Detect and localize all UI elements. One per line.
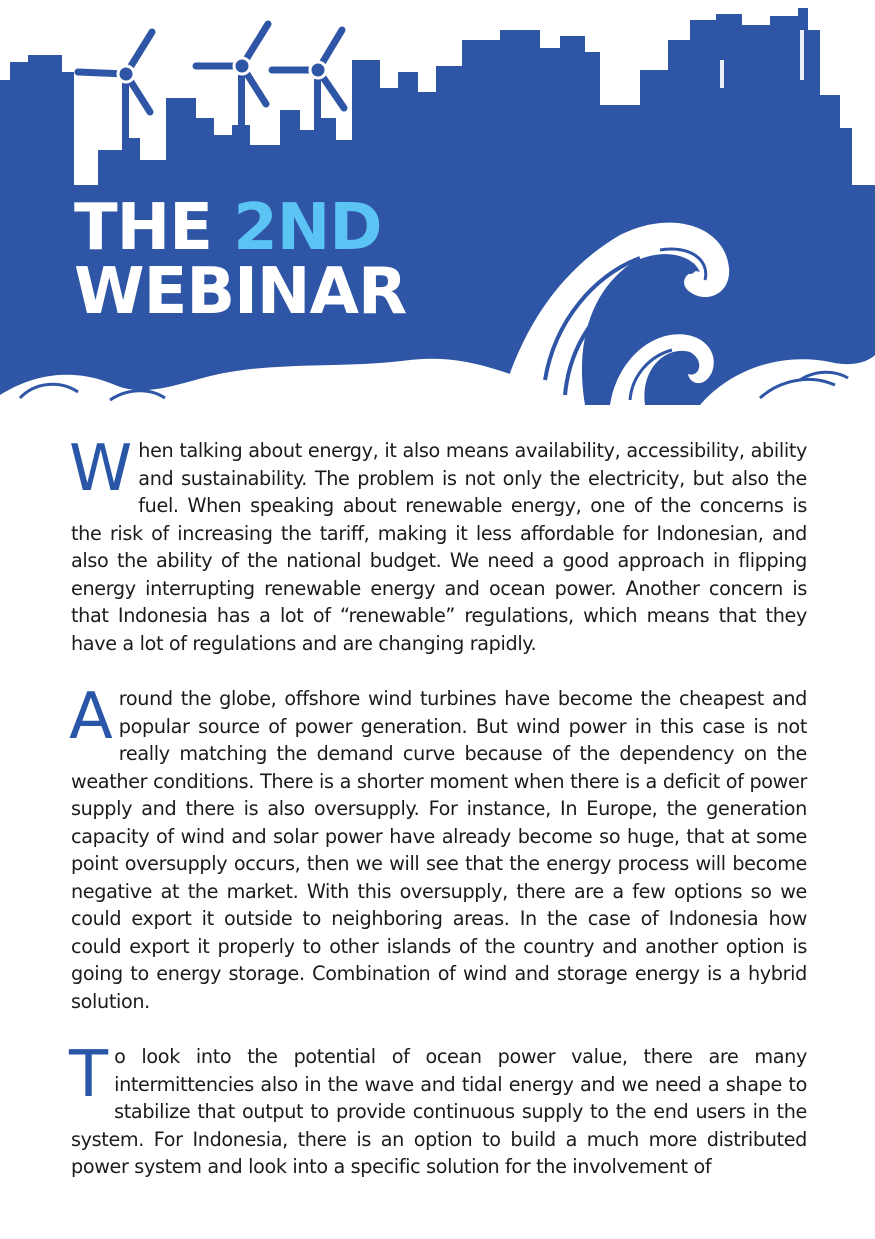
drop-cap: W (69, 432, 133, 506)
title-accent: 2ND (233, 191, 382, 265)
title-line-1 (74, 191, 406, 265)
paragraph-text: round the globe, offshore wind turbines have become the cheapest and popular source of power generation. But wind power in this case is not really matching the demand curve because of the dependency on the weather conditions. There is a shorter moment when there is a deficit of power supply and there is also oversupply. For instance, In Europe, the generation capacity of wind and solar power have already become so huge, that at some point oversupply occurs, then we will see that the energy process will become negative at the market. With this oversupply, there are a few options so we could export it outside to neighboring areas. In the case of Indonesia how could export it properly to other islands of the country and another option is going to energy storage. Combination of wind and storage energy is a hybrid solution. (71, 687, 807, 1013)
paragraph (69, 680, 807, 1015)
page-title (74, 191, 407, 329)
paragraph-text: o look into the potential of ocean power value, there are many intermittencies also in the wave and tidal energy and we need a shape to stabilize that output to provide continuous supply to the end users in the system. For Indonesia, there is an option to build a much more distributed power system and look into a specific solution for the involvement of (71, 1045, 807, 1178)
paragraph (69, 432, 807, 657)
title-text: THE (74, 191, 234, 265)
article-body (69, 432, 807, 1209)
wind-turbine-icon (78, 32, 152, 160)
drop-cap: T (69, 1038, 109, 1112)
paragraph (69, 1038, 807, 1181)
drop-cap: A (69, 680, 113, 754)
paragraph-text: hen talking about energy, it also means availability, accessibility, ability and sustainability. The problem is not only the electricity, but also the fuel. When speaking about renewable energy, one of the concerns is the risk of increasing the tariff, making it less affordable for Indonesian, and also the ability of the national budget. We need a good approach in flipping energy interrupting renewable energy and ocean power. Another concern is that Indonesia has a lot of “renewable” regulations, which means that they have a lot of regulations and are changing rapidly. (71, 439, 807, 655)
header-banner (0, 0, 875, 405)
title-line-2: WEBINAR (74, 255, 407, 329)
